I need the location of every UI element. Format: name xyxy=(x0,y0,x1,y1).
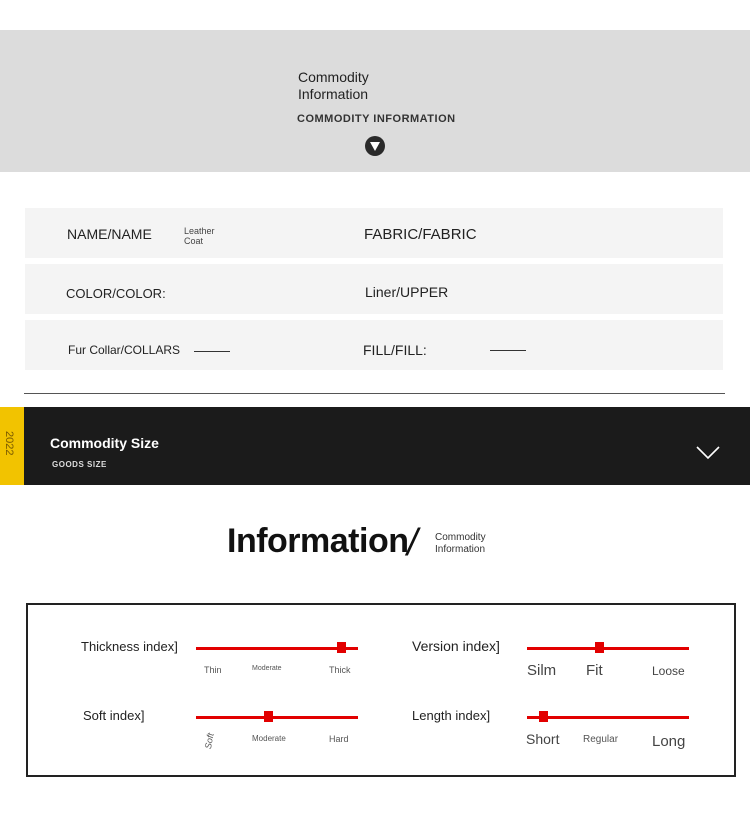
liner-label: Liner/UPPER xyxy=(365,284,449,300)
header-title-line2: Information xyxy=(298,86,369,102)
name-label: NAME/NAME xyxy=(67,226,152,242)
thickness-tick-low: Thin xyxy=(204,665,222,675)
header-title xyxy=(298,69,369,103)
length-tick-high: Long xyxy=(652,733,686,750)
information-subtitle xyxy=(435,532,486,556)
chevron-down-icon[interactable] xyxy=(696,446,720,460)
soft-tick-low: Soft xyxy=(203,732,216,750)
information-title: Information xyxy=(227,522,409,560)
year-label: 2022 xyxy=(3,431,15,456)
thickness-track xyxy=(196,647,358,650)
version-tick-high: Loose xyxy=(652,664,685,678)
information-subtitle-line2: Information xyxy=(435,544,486,555)
length-index-label: Length index] xyxy=(412,708,491,723)
length-knob xyxy=(539,711,548,722)
length-track xyxy=(527,716,689,719)
section-divider xyxy=(24,393,725,394)
thickness-tick-high: Thick xyxy=(329,665,351,675)
soft-knob xyxy=(264,711,273,722)
name-value-line1: Leather xyxy=(184,226,215,236)
index-box xyxy=(26,603,736,777)
version-tick-low: Silm xyxy=(527,662,557,679)
length-tick-low: Short xyxy=(526,731,560,747)
header-subtitle: COMMODITY INFORMATION xyxy=(297,113,456,125)
soft-index-label: Soft index] xyxy=(83,708,145,723)
length-tick-mid: Regular xyxy=(583,734,619,745)
fur-collar-value xyxy=(194,351,230,352)
fill-value xyxy=(490,350,526,351)
size-subtitle: GOODS SIZE xyxy=(52,460,107,469)
fabric-label: FABRIC/FABRIC xyxy=(364,226,477,243)
thickness-tick-mid: Moderate xyxy=(252,665,282,672)
version-index-label: Version index] xyxy=(412,638,500,654)
name-value xyxy=(184,226,215,246)
fill-label: FILL/FILL: xyxy=(363,342,427,358)
soft-tick-high: Hard xyxy=(329,734,349,744)
chevron-down-circle-icon[interactable] xyxy=(365,136,385,156)
version-tick-mid: Fit xyxy=(586,662,603,679)
thickness-index-label: Thickness index] xyxy=(81,639,178,654)
version-track xyxy=(527,647,689,650)
information-subtitle-line1: Commodity xyxy=(435,532,486,543)
thickness-knob xyxy=(337,642,346,653)
information-slash: / xyxy=(407,522,418,564)
soft-tick-mid: Moderate xyxy=(252,734,286,743)
color-label: COLOR/COLOR: xyxy=(66,286,166,301)
fur-collar-label: Fur Collar/COLLARS xyxy=(68,343,181,357)
name-value-line2: Coat xyxy=(184,236,204,246)
soft-track xyxy=(196,716,358,719)
version-knob xyxy=(595,642,604,653)
size-title: Commodity Size xyxy=(50,435,159,451)
header-title-line1: Commodity xyxy=(298,69,369,85)
chevron-down-circle-icon-glyph xyxy=(365,136,385,156)
